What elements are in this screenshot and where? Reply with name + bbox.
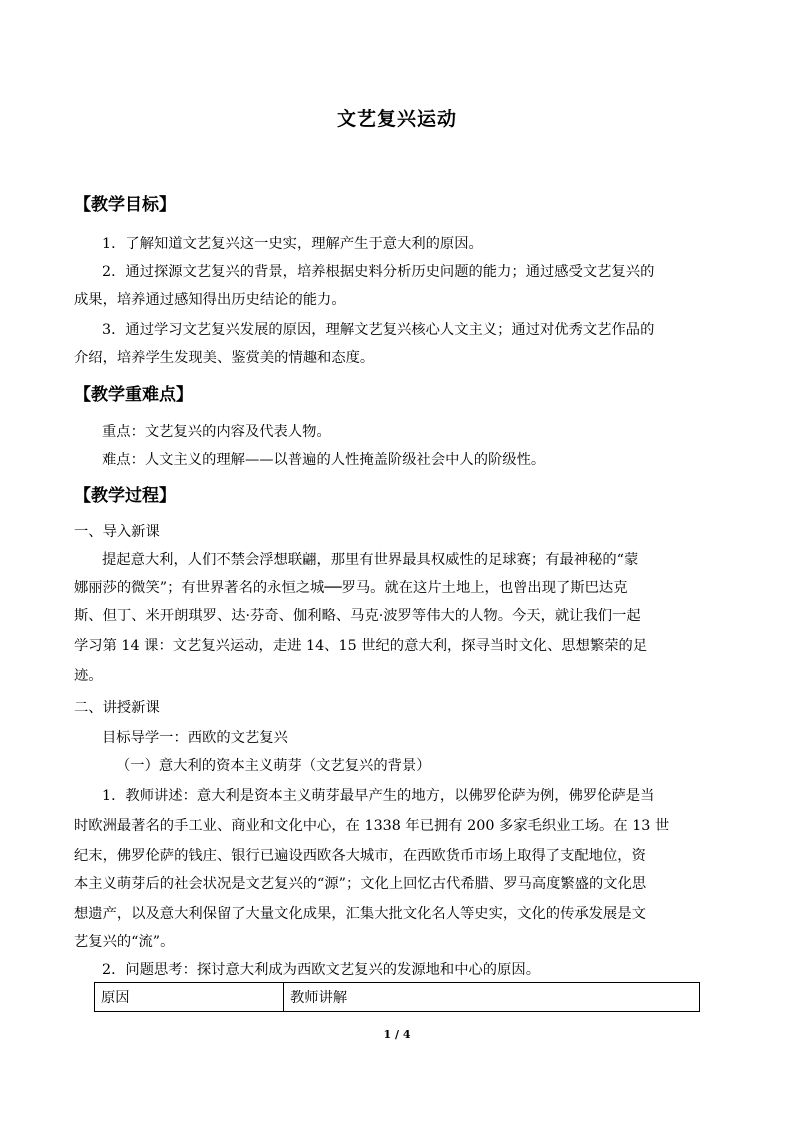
key-point: 重点：文艺复兴的内容及代表人物。 <box>102 424 331 440</box>
reasons-table <box>94 982 700 1012</box>
teacher-line: 时欧洲最著名的手工业、商业和文化中心，在 1338 年已拥有 200 多家毛织业工场。在 13 世 <box>74 818 670 834</box>
intro-line: 斯、但丁、米开朗琪罗、达·芬奇、伽利略、马克·波罗等伟大的人物。今天，就让我们一起 <box>74 608 641 624</box>
table-header-reason: 原因 <box>95 983 284 1012</box>
table-row <box>95 983 700 1012</box>
goal-line: 3．通过学习文艺复兴发展的原因，理解文艺复兴核心人文主义；通过对优秀文艺作品的 <box>102 322 655 338</box>
goal-line: 成果，培养通过感知得出历史结论的能力。 <box>74 292 346 308</box>
intro-line: 提起意大利，人们不禁会浮想联翩，那里有世界最具权威性的足球赛；有最神秘的“蒙 <box>102 552 639 568</box>
teacher-line: 想遗产，以及意大利保留了大量文化成果，汇集大批文化名人等史实，文化的传承发展是文 <box>74 906 646 922</box>
goal-line: 2．通过探源文艺复兴的背景，培养根据史料分析历史问题的能力；通过感受文艺复兴的 <box>102 264 655 280</box>
goal1-heading: 目标导学一：西欧的文艺复兴 <box>102 730 288 746</box>
page-number: 1 / 4 <box>383 1028 411 1041</box>
part1-heading: 一、导入新课 <box>74 524 160 540</box>
difficult-point: 难点：人文主义的理解——以普遍的人性掩盖阶级社会中人的阶级性。 <box>102 452 546 468</box>
key-heading: 【教学重难点】 <box>74 385 193 405</box>
teacher-line: 本主义萌芽后的社会状况是文艺复兴的“源”；文化上回忆古代希腊、罗马高度繁盛的文化思 <box>74 876 647 892</box>
goal-line: 1．了解知道文艺复兴这一史实，理解产生于意大利的原因。 <box>102 236 483 252</box>
part2-heading: 二、讲授新课 <box>74 700 160 716</box>
table-header-explanation: 教师讲解 <box>284 983 700 1012</box>
process-heading: 【教学过程】 <box>74 486 176 506</box>
page-title: 文艺复兴运动 <box>336 108 457 130</box>
sub1-heading: （一）意大利的资本主义萌芽（文艺复兴的背景） <box>116 758 431 774</box>
intro-line: 迹。 <box>74 668 103 684</box>
teacher-line: 1．教师讲述：意大利是资本主义萌芽最早产生的地方，以佛罗伦萨为例，佛罗伦萨是当 <box>102 788 655 804</box>
teacher-line: 艺复兴的“流”。 <box>74 934 175 950</box>
goal-line: 介绍，培养学生发现美、鉴赏美的情趣和态度。 <box>74 350 375 366</box>
intro-line: 学习第 14 课：文艺复兴运动，走进 14、15 世纪的意大利，探寻当时文化、思想繁荣的足 <box>74 638 648 654</box>
goals-heading: 【教学目标】 <box>74 195 176 215</box>
intro-line: 娜丽莎的微笑”；有世界著名的永恒之城──罗马。就在这片土地上，也曾出现了斯巴达克 <box>74 580 628 596</box>
question-line: 2．问题思考：探讨意大利成为西欧文艺复兴的发源地和中心的原因。 <box>102 962 540 978</box>
teacher-line: 纪末，佛罗伦萨的钱庄、银行已遍设西欧各大城市，在西欧货币市场上取得了支配地位，资 <box>74 848 646 864</box>
